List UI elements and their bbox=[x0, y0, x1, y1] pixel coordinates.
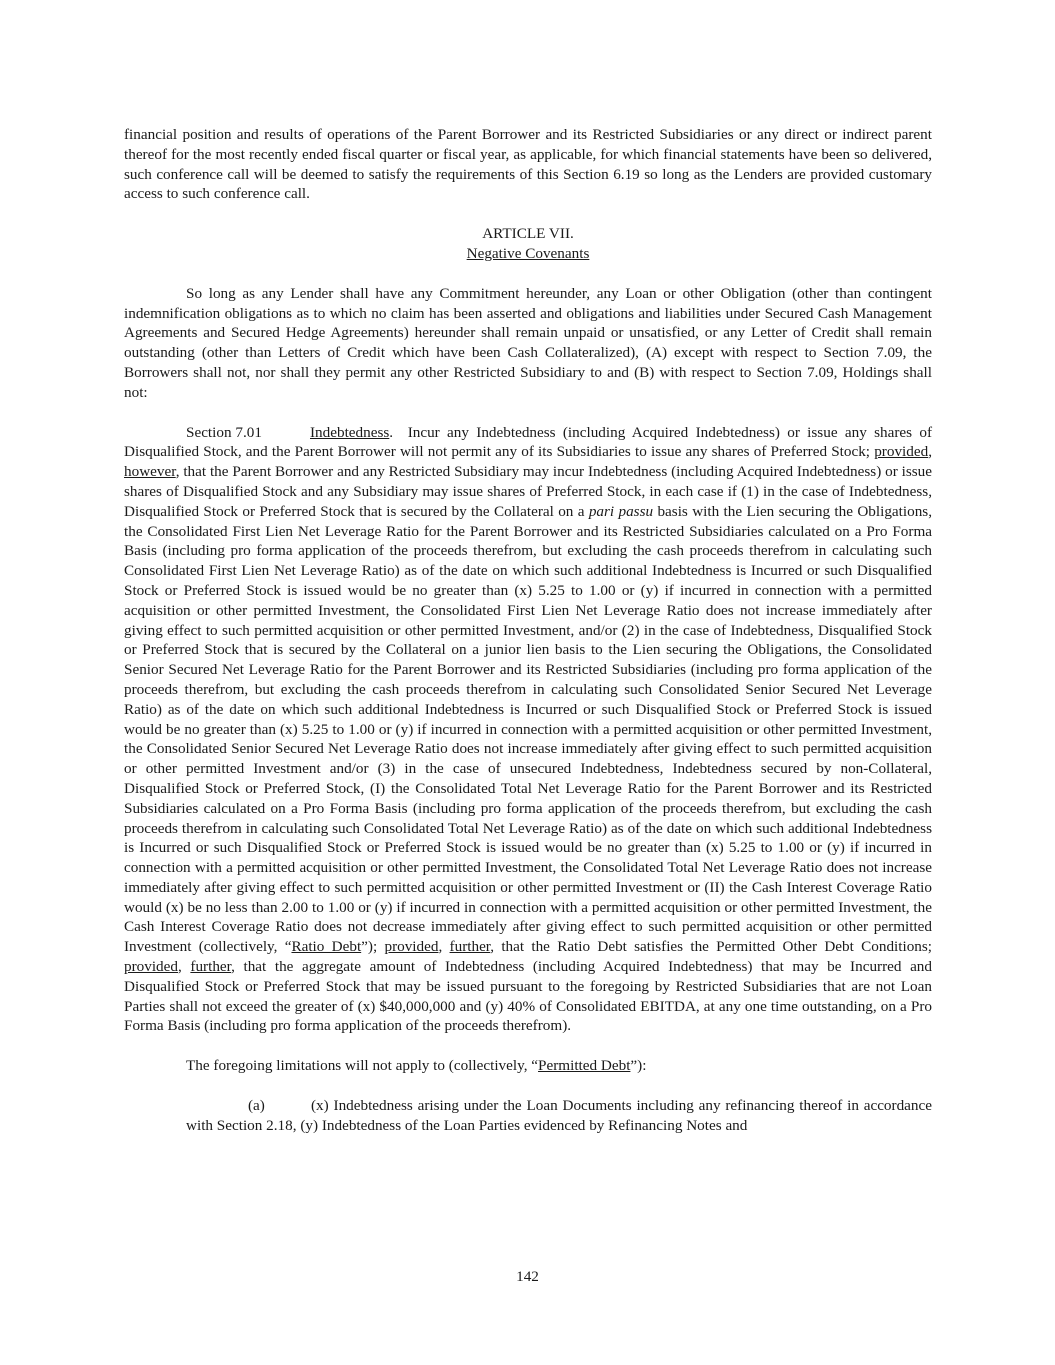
foregoing-paragraph bbox=[124, 1056, 932, 1076]
defined-term-however: however bbox=[124, 463, 176, 481]
section-text-4: ”); bbox=[361, 938, 385, 956]
defined-term-provided-3: provided bbox=[124, 958, 178, 976]
punct: , bbox=[438, 938, 450, 956]
document-page bbox=[124, 125, 936, 1136]
article-title: Negative Covenants bbox=[466, 244, 590, 262]
defined-term-further-2: further bbox=[449, 938, 491, 956]
clause-a-paragraph bbox=[124, 1096, 932, 1136]
page-number: 142 bbox=[516, 1268, 539, 1285]
section-heading: Indebtedness bbox=[310, 423, 390, 441]
section-number: Section 7.01 bbox=[186, 423, 262, 441]
section-text-1: Incur any Indebtedness (including Acquired Indebtedness) or issue any shares of Disqualified Stock, and the Parent Borrower will not permit any of its Subsidiaries to issue any shares of Preferred Stock; bbox=[124, 423, 936, 461]
section-text-3: basis with the Lien securing the Obligations, the Consolidated First Lien Net Leverage Ratio for the Parent Borrower and its Restricted Subsidiaries calculated on a Pro Forma Basis (including pro forma application of the proceeds therefrom, but excluding the cash proceeds therefrom in calculating such Consolidated First Lien Net Leverage Ratio) as of the date on which such additional Indebtedness is Incurred or such Disqualified Stock or Preferred Stock is issued would be no greater than (x) 5.25 to 1.00 or (y) if incurred in connection with a permitted acquisition or other permitted Investment, the Consolidated First Lien Net Leverage Ratio does not increase immediately after giving effect to such permitted acquisition or other permitted Investment, and/or (2) in the case of Indebtedness, Disqualified Stock or Preferred Stock that is secured by the Collateral on a junior lien basis to the Lien securing the Obligations, the Consolidated Senior Secured Net Leverage Ratio for the Parent Borrower and its Restricted Subsidiaries (including pro forma application of the proceeds therefrom, but excluding the cash proceeds therefrom in calculating such Consolidated Senior Secured Net Leverage Ratio) as of the date on which such additional Indebtedness is Incurred or such Disqualified Stock or Preferred Stock is issued would be no greater than (x) 5.25 to 1.00 or (y) if incurred in connection with a permitted acquisition or other permitted Investment, the Consolidated Senior Secured Net Leverage Ratio does not increase immediately after giving effect to such permitted acquisition or other permitted Investment and/or (3) in the case of unsecured Indebtedness, Indebtedness secured by non-Collateral, Disqualified Stock or Preferred Stock, (I) the Consolidated Total Net Leverage Ratio for the Parent Borrower and its Restricted Subsidiaries calculated on a Pro Forma Basis (including pro forma application of the proceeds therefrom, but excluding the cash proceeds therefrom in calculating such Consolidated Total Net Leverage Ratio) as of the date on which such additional Indebtedness is Incurred or such Disqualified Stock or Preferred Stock is issued would be no greater than (x) 5.25 to 1.00 or (y) if incurred in connection with a permitted acquisition or other permitted Investment, the Consolidated Total Net Leverage Ratio does not increase immediately after giving effect to such permitted acquisition or other permitted Investment or (II) the Cash Interest Coverage Ratio would (x) be no less than 2.00 to 1.00 or (y) if incurred in connection with a permitted acquisition or other permitted Investment, the Cash Interest Coverage Ratio does not decrease immediately after giving effect to such permitted acquisition or other permitted Investment (collectively, “ bbox=[124, 502, 933, 956]
section-heading-punct: . bbox=[389, 423, 394, 441]
italic-pari-passu: pari passu bbox=[588, 502, 654, 520]
section-7-01-paragraph bbox=[124, 423, 936, 1037]
defined-term-provided: provided bbox=[874, 443, 929, 461]
defined-term-permitted-debt: Permitted Debt bbox=[538, 1057, 631, 1075]
defined-term-provided-2: provided bbox=[384, 938, 439, 956]
lead-paragraph: So long as any Lender shall have any Commitment hereunder, any Loan or other Obligation (other than contingent indemnification obligations as to which no claim has been asserted and obligations and liabilities under Secured Cash Management Agreements and Secured Hedge Agreements) hereunder shall remain unpaid or unsatisfied, or any Letter of Credit shall remain outstanding (other than Letters of Credit which have been Cash Collateralized), (A) except with respect to Section 7.09, the Borrowers shall not, nor shall they permit any other Restricted Subsidiary to and (B) with respect to Section 7.09, Holdings shall not: bbox=[124, 284, 932, 401]
article-number: ARTICLE VII. bbox=[482, 225, 574, 243]
clause-a-text: (x) Indebtedness arising under the Loan Documents including any refinancing thereof in accordance with Section 2.18, (y) Indebtedness of the Loan Parties evidenced by Refinancing Notes and bbox=[186, 1097, 932, 1134]
section-text-5: , that the Ratio Debt satisfies the Permitted Other Debt Conditions; bbox=[490, 938, 936, 956]
punct: , bbox=[178, 958, 191, 976]
foregoing-text: The foregoing limitations will not apply to (collectively, “ bbox=[186, 1057, 539, 1075]
defined-term-further-3: further bbox=[190, 958, 232, 976]
punct: , bbox=[928, 443, 936, 461]
clause-a-label: (a) bbox=[248, 1097, 265, 1115]
section-text-2: , that the Parent Borrower and any Restricted Subsidiary may incur Indebtedness (including Acquired Indebtedness) or issue shares of Disqualified Stock and any Subsidiary may issue shares of Preferred Stock, in each case if (1) in the case of Indebtedness, Disqualified Stock or Preferred Stock that is secured by the Collateral on a bbox=[124, 463, 932, 520]
foregoing-text-end: ”): bbox=[630, 1057, 647, 1075]
section-text-6: , that the aggregate amount of Indebtedness (including Acquired Indebtedness) that may be Incurred and Disqualified Stock or Preferred Stock that may be issued pursuant to the foregoing by Restricted Subsidiaries that are not Loan Parties shall not exceed the greater of (x) $40,000,000 and (y) 40% of Consolidated EBITDA, at any one time outstanding, on a Pro Forma Basis (including pro forma application of the proceeds therefrom). bbox=[124, 958, 932, 1035]
intro-paragraph: financial position and results of operations of the Parent Borrower and its Restricted Subsidiaries or any direct or indirect parent thereof for the most recently ended fiscal quarter or fiscal year, as applicable, for which financial statements have been so delivered, such conference call will be deemed to satisfy the requirements of this Section 6.19 so long as the Lenders are provided customary access to such conference call. bbox=[124, 126, 932, 203]
defined-term-ratio-debt: Ratio Debt bbox=[291, 938, 362, 956]
